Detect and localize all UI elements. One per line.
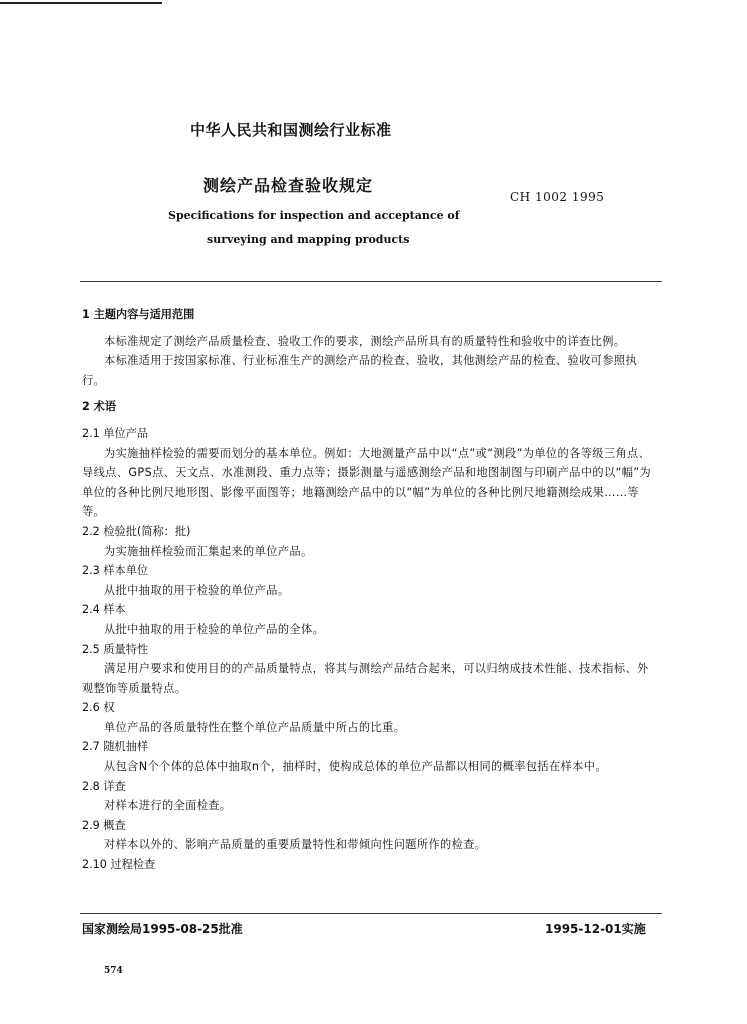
page-number: 574: [104, 966, 123, 976]
term-2-2-text: 为实施抽样检验而汇集起来的单位产品。: [104, 544, 313, 558]
english-title-line-2: surveying and mapping products: [207, 233, 410, 246]
effective-date: 1995-12-01实施: [545, 922, 646, 936]
standard-code: CH 1002 1995: [510, 190, 605, 204]
section-2-heading: 2 术语: [82, 400, 117, 414]
scan-top-line: [0, 2, 162, 4]
term-2-9-text: 对样本以外的、影响产品质量的重要质量特性和带倾向性问题所作的检查。: [104, 838, 487, 852]
section-1-paragraph-2: 本标准适用于按国家标准、行业标准生产的测绘产品的检查、验收，其他测绘产品的检查、验收可参照执行。: [82, 354, 638, 387]
term-2-2-title: 2.2 检验批(简称：批): [82, 524, 191, 538]
term-2-4-text: 从批中抽取的用于检验的单位产品的全体。: [104, 622, 325, 636]
term-2-3-text: 从批中抽取的用于检验的单位产品。: [104, 583, 290, 597]
term-2-5-text: 满足用户要求和使用目的的产品质量特点，将其与测绘产品结合起来，可以归纳成技术性能、技术指标、外观整饰等质量特点。: [82, 662, 649, 695]
term-2-6-text: 单位产品的各质量特性在整个单位产品质量中所占的比重。: [104, 720, 406, 734]
term-2-3-title: 2.3 样本单位: [82, 564, 149, 578]
approval-date: 国家测绘局1995-08-25批准: [82, 922, 243, 936]
term-2-10-title: 2.10 过程检查: [82, 858, 156, 872]
document-body: [82, 305, 658, 875]
document-title: 测绘产品检查验收规定: [203, 176, 374, 195]
term-2-1-title: 2.1 单位产品: [82, 426, 149, 440]
ministry-standard-heading: 中华人民共和国测绘行业标准: [190, 121, 392, 139]
footer-divider: [80, 913, 662, 914]
english-title-line-1: Specifications for inspection and acceptance of: [168, 209, 460, 222]
term-2-7-title: 2.7 随机抽样: [82, 740, 149, 754]
term-2-1-text: 为实施抽样检验的需要而划分的基本单位。例如：大地测量产品中以“点”或“测段”为单位的各等级三角点、导线点、GPS点、天文点、水准测段、重力点等；摄影测量与遥感测绘产品和地图制图与印刷产品中的以“幅”为单位的各种比例尺地形图、影像平面图等；地籍测绘产品中的以“幅”为单位的各种比例尺地籍测绘成果……等等。: [82, 446, 652, 519]
term-2-6-title: 2.6 权: [82, 701, 115, 715]
term-2-4-title: 2.4 样本: [82, 603, 126, 617]
term-2-7-text: 从包含N个个体的总体中抽取n个，抽样时，使构成总体的单位产品都以相同的概率包括在样本中。: [104, 760, 607, 774]
term-2-8-text: 对样本进行的全面检查。: [104, 799, 232, 813]
term-2-5-title: 2.5 质量特性: [82, 642, 149, 656]
term-2-9-title: 2.9 概查: [82, 818, 126, 832]
term-2-8-title: 2.8 详查: [82, 779, 126, 793]
section-1-heading: 1 主题内容与适用范围: [82, 308, 195, 321]
section-1-paragraph-1: 本标准规定了测绘产品质量检查、验收工作的要求，测绘产品所具有的质量特性和验收中的详查比例。: [104, 334, 626, 348]
header-divider: [80, 281, 662, 282]
